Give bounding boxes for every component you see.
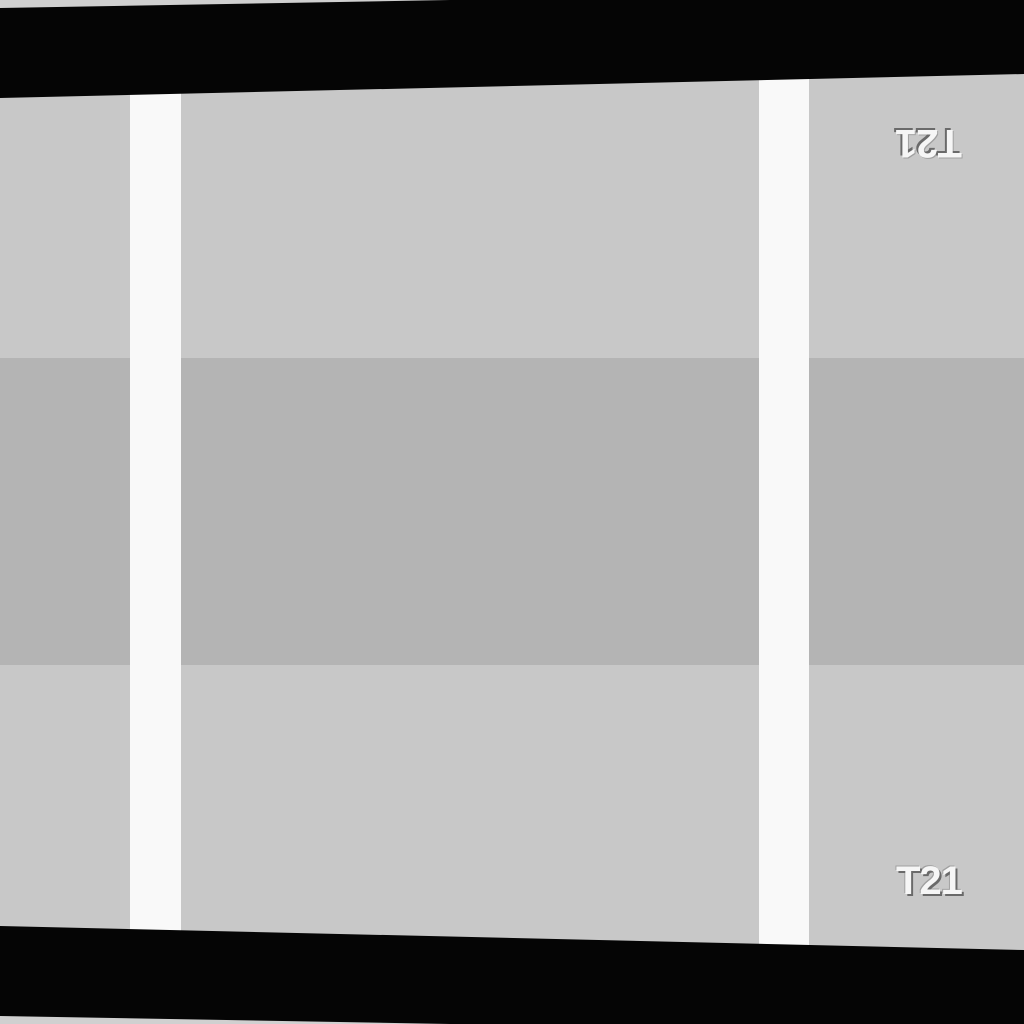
right-pillar xyxy=(759,78,809,946)
frame-label-top-mirrored: T21 xyxy=(896,121,962,165)
frame-label-bottom: T21 xyxy=(896,859,962,903)
left-pillar xyxy=(130,92,181,932)
